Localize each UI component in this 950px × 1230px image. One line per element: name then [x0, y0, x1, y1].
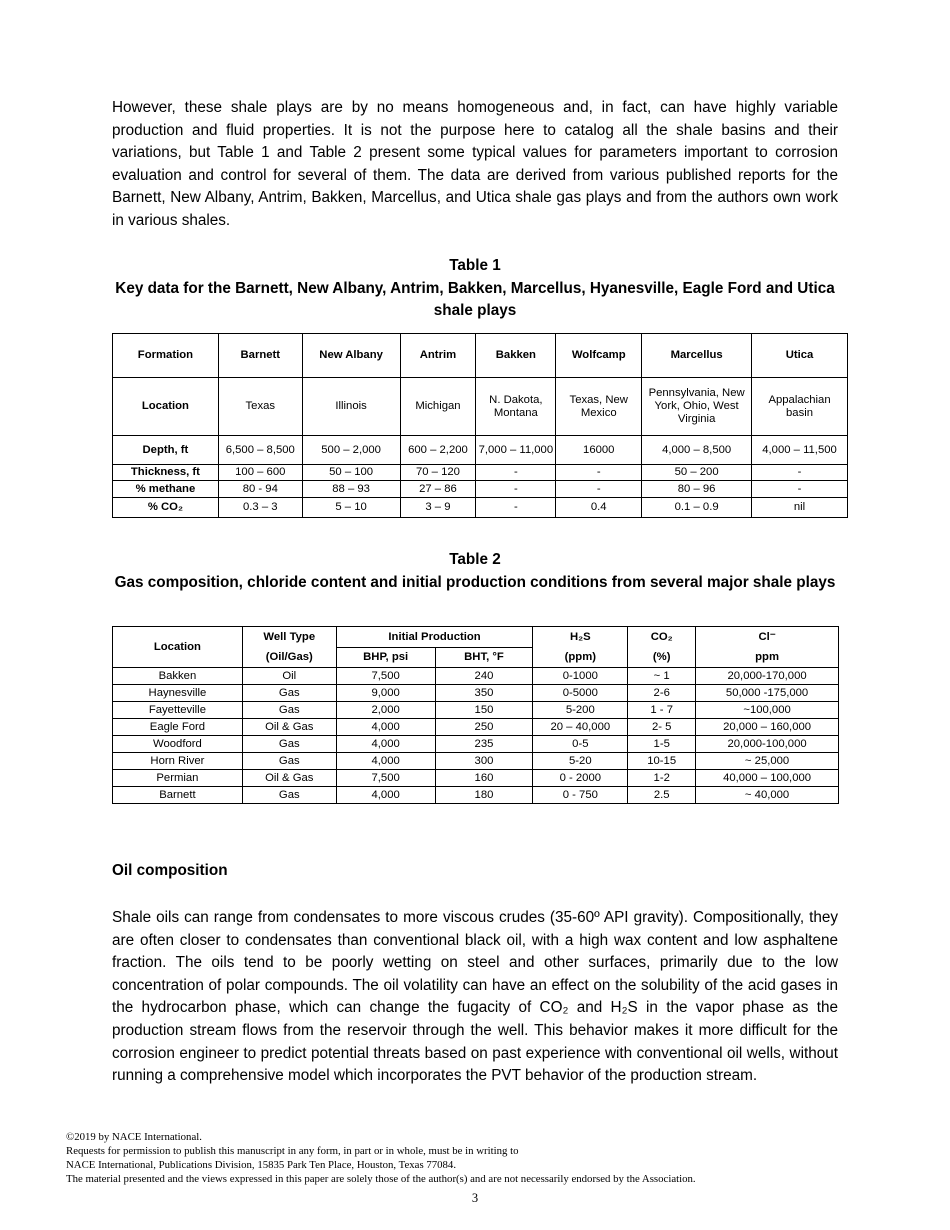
- table-cell: 2-6: [628, 685, 696, 702]
- table2-header-cell: (ppm): [533, 648, 628, 668]
- table-cell: 300: [435, 753, 533, 770]
- table-cell: ~ 1: [628, 668, 696, 685]
- table-cell: 7,500: [336, 668, 435, 685]
- table-row: [113, 702, 839, 719]
- section-heading: Oil composition: [112, 862, 228, 879]
- table-cell: 150: [435, 702, 533, 719]
- table-cell: 20 – 40,000: [533, 719, 628, 736]
- table1-header-cell: Utica: [752, 334, 848, 378]
- table-cell: 2.5: [628, 787, 696, 804]
- table2: [112, 626, 839, 804]
- table-cell: Fayetteville: [113, 702, 243, 719]
- table-row: [113, 736, 839, 753]
- table2-label: Table 2: [449, 551, 501, 568]
- table-cell: -: [556, 481, 642, 498]
- table-cell: 5-20: [533, 753, 628, 770]
- table-row: [113, 465, 848, 481]
- table-cell: ~ 40,000: [696, 787, 839, 804]
- table-cell: 600 – 2,200: [400, 436, 476, 465]
- table-cell: Permian: [113, 770, 243, 787]
- table-cell: Eagle Ford: [113, 719, 243, 736]
- table-cell: 27 – 86: [400, 481, 476, 498]
- table-cell: 7,500: [336, 770, 435, 787]
- table2-title: Gas composition, chloride content and initial production conditions from several major shale plays: [114, 573, 836, 591]
- table-cell: ~ 25,000: [696, 753, 839, 770]
- table-cell: Horn River: [113, 753, 243, 770]
- table-cell: 0-5000: [533, 685, 628, 702]
- table-row: [113, 498, 848, 518]
- table-cell: 2- 5: [628, 719, 696, 736]
- table2-header-cell: Initial Production: [336, 627, 533, 648]
- table-cell: 50 – 200: [642, 465, 752, 481]
- table-row: [113, 753, 839, 770]
- table1-header-cell: Bakken: [476, 334, 556, 378]
- table-cell: 7,000 – 11,000: [476, 436, 556, 465]
- table-cell: 4,000: [336, 719, 435, 736]
- table2-header-row: [113, 627, 839, 648]
- table1-header-cell: Formation: [113, 334, 219, 378]
- table-cell: Illinois: [302, 378, 400, 436]
- table-cell: Oil: [242, 668, 336, 685]
- table1: [112, 333, 848, 518]
- table-cell: 6,500 – 8,500: [218, 436, 302, 465]
- page-number: 3: [471, 1191, 479, 1205]
- table-cell: 10-15: [628, 753, 696, 770]
- table1-row-label: Depth, ft: [113, 436, 219, 465]
- table-cell: 0.3 – 3: [218, 498, 302, 518]
- table-cell: 235: [435, 736, 533, 753]
- table-cell: -: [476, 465, 556, 481]
- intro-paragraph: However, these shale plays are by no means homogeneous and, in fact, can have highly variable production and fluid properties. It is not the purpose here to catalog all the shale basins and their variations, but Table 1 and Table 2 present some typical values for parameters important to corrosion evaluation and control for several of them. The data are derived from various published reports for the Barnett, New Albany, Antrim, Bakken, Marcellus, and Utica shale gas plays and from the authors own work in various shales.: [112, 99, 838, 229]
- footer-disclaimer: The material presented and the views expressed in this paper are solely those of the author(s) and are not necessarily endorsed by the Association.: [66, 1173, 696, 1185]
- table-row: [113, 719, 839, 736]
- table-cell: 5 – 10: [302, 498, 400, 518]
- table1-header-row: [113, 334, 848, 378]
- table-cell: Gas: [242, 787, 336, 804]
- table-cell: Gas: [242, 736, 336, 753]
- table-cell: 0.4: [556, 498, 642, 518]
- table1-header-cell: Wolfcamp: [556, 334, 642, 378]
- table2-header-cell: Location: [113, 627, 243, 668]
- table-cell: 1-2: [628, 770, 696, 787]
- table2-caption: [112, 549, 838, 594]
- table-cell: 4,000: [336, 753, 435, 770]
- table-cell: Michigan: [400, 378, 476, 436]
- table2-header-cell: BHT, °F: [435, 648, 533, 668]
- table-cell: 4,000: [336, 787, 435, 804]
- table-cell: 0 - 750: [533, 787, 628, 804]
- table-cell: 16000: [556, 436, 642, 465]
- table1-title: Key data for the Barnett, New Albany, Antrim, Bakken, Marcellus, Hyanesville, Eagle Ford and Utica shale plays: [115, 279, 835, 319]
- footer-address: NACE International, Publications Division, 15835 Park Ten Place, Houston, Texas 77084.: [66, 1159, 457, 1171]
- table-cell: 160: [435, 770, 533, 787]
- table-cell: -: [752, 481, 848, 498]
- table-cell: N. Dakota, Montana: [476, 378, 556, 436]
- table-cell: 240: [435, 668, 533, 685]
- table-cell: 88 – 93: [302, 481, 400, 498]
- table-cell: 50,000 -175,000: [696, 685, 839, 702]
- table-cell: 20,000-170,000: [696, 668, 839, 685]
- table1-header-cell: New Albany: [302, 334, 400, 378]
- table2-header-cell: CO₂: [628, 627, 696, 648]
- table2-header-cell: BHP, psi: [336, 648, 435, 668]
- table-cell: Haynesville: [113, 685, 243, 702]
- table1-header-cell: Marcellus: [642, 334, 752, 378]
- table-cell: Oil & Gas: [242, 770, 336, 787]
- table-cell: -: [556, 465, 642, 481]
- table2-header-cell: (%): [628, 648, 696, 668]
- oil-paragraph: Shale oils can range from condensates to more viscous crudes (35-60º API gravity). Compositionally, they are often closer to condensates than conventional black oil, with a high wax content and low asphaltene fraction. The oils tend to be poorly wetting on steel and other surfaces, primarily due to the low concentration of polar compounds. The oil volatility can have an effect on the solubility of the acid gases in the hydrocarbon phase, which can change the fugacity of CO₂ and H₂S in the vapor phase as the production stream flows from the reservoir through the well. This behavior makes it more difficult for the corrosion engineer to predict potential threats based on past experience with conventional oil wells, without running a comprehensive model which incorporates the PVT behavior of the production stream.: [112, 909, 838, 1085]
- table-cell: 70 – 120: [400, 465, 476, 481]
- table2-header-cell: ppm: [696, 648, 839, 668]
- table2-header-cell: (Oil/Gas): [242, 648, 336, 668]
- table-cell: 5-200: [533, 702, 628, 719]
- table-cell: Woodford: [113, 736, 243, 753]
- table-cell: 80 – 96: [642, 481, 752, 498]
- table-cell: Bakken: [113, 668, 243, 685]
- table2-header-cell: H₂S: [533, 627, 628, 648]
- table-row: [113, 787, 839, 804]
- table-cell: Barnett: [113, 787, 243, 804]
- table-row: [113, 436, 848, 465]
- table-cell: 250: [435, 719, 533, 736]
- table-cell: Texas: [218, 378, 302, 436]
- table-cell: Gas: [242, 702, 336, 719]
- table-cell: 0 - 2000: [533, 770, 628, 787]
- table-row: [113, 770, 839, 787]
- table-row: [113, 668, 839, 685]
- footer: [66, 1130, 696, 1186]
- table1-label: Table 1: [449, 257, 501, 274]
- table-cell: 20,000 – 160,000: [696, 719, 839, 736]
- table-cell: Gas: [242, 685, 336, 702]
- table1-caption: [112, 255, 838, 323]
- table1-row-label: Location: [113, 378, 219, 436]
- table-cell: 4,000 – 11,500: [752, 436, 848, 465]
- table-cell: 1 - 7: [628, 702, 696, 719]
- table-row: [113, 378, 848, 436]
- table1-header-cell: Barnett: [218, 334, 302, 378]
- footer-permission: Requests for permission to publish this manuscript in any form, in part or in whole, must be in writing to: [66, 1145, 519, 1157]
- table-cell: Texas, New Mexico: [556, 378, 642, 436]
- table2-header-cell: Well Type: [242, 627, 336, 648]
- table1-header-cell: Antrim: [400, 334, 476, 378]
- table1-row-label: % CO₂: [113, 498, 219, 518]
- table-cell: Oil & Gas: [242, 719, 336, 736]
- table-cell: 50 – 100: [302, 465, 400, 481]
- table2-header-cell: Cl⁻: [696, 627, 839, 648]
- table-cell: -: [752, 465, 848, 481]
- table-cell: 100 – 600: [218, 465, 302, 481]
- table-cell: 2,000: [336, 702, 435, 719]
- table-cell: 40,000 – 100,000: [696, 770, 839, 787]
- table-cell: 350: [435, 685, 533, 702]
- table-cell: Appalachian basin: [752, 378, 848, 436]
- table-cell: ~100,000: [696, 702, 839, 719]
- table-cell: -: [476, 498, 556, 518]
- table-row: [113, 481, 848, 498]
- table-cell: 4,000: [336, 736, 435, 753]
- table-cell: 80 - 94: [218, 481, 302, 498]
- table-cell: 1-5: [628, 736, 696, 753]
- table-cell: 3 – 9: [400, 498, 476, 518]
- table-cell: 0-5: [533, 736, 628, 753]
- table-cell: 9,000: [336, 685, 435, 702]
- table-row: [113, 685, 839, 702]
- table-cell: 0-1000: [533, 668, 628, 685]
- table-cell: nil: [752, 498, 848, 518]
- table-cell: 500 – 2,000: [302, 436, 400, 465]
- footer-copyright: ©2019 by NACE International.: [66, 1131, 202, 1143]
- table-cell: Pennsylvania, New York, Ohio, West Virginia: [642, 378, 752, 436]
- table1-row-label: % methane: [113, 481, 219, 498]
- table-cell: 20,000-100,000: [696, 736, 839, 753]
- table1-row-label: Thickness, ft: [113, 465, 219, 481]
- table-cell: 180: [435, 787, 533, 804]
- table-cell: -: [476, 481, 556, 498]
- table-cell: 0.1 – 0.9: [642, 498, 752, 518]
- table-cell: 4,000 – 8,500: [642, 436, 752, 465]
- table-cell: Gas: [242, 753, 336, 770]
